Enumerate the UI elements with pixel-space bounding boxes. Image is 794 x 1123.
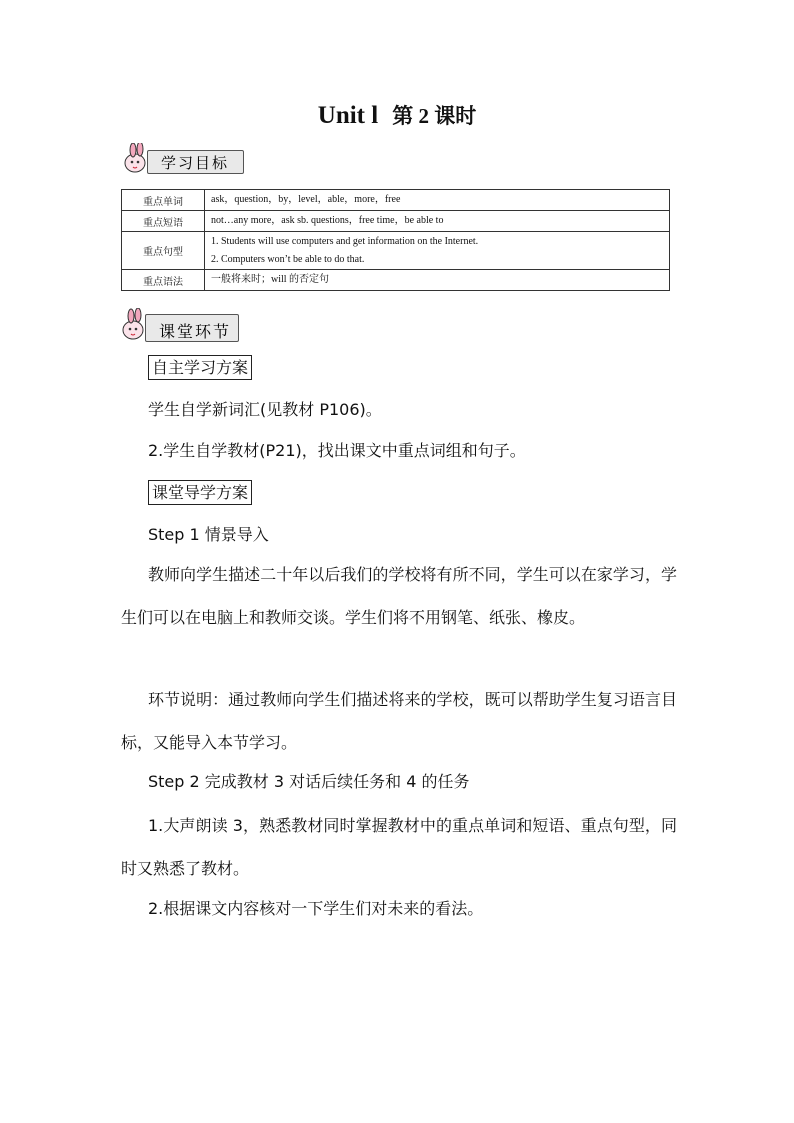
paragraph: 2.学生自学教材(P21)，找出课文中重点词组和句子。 [148, 441, 526, 460]
title-main: Unit l [317, 102, 379, 129]
self-study-heading: 自主学习方案 [148, 355, 252, 380]
rabbit-icon [119, 308, 159, 342]
step2-heading: Step 2 完成教材 3 对话后续任务和 4 的任务 [148, 772, 470, 791]
table-key: 重点单词 [122, 190, 205, 211]
goals-badge [121, 143, 244, 173]
rabbit-icon [121, 143, 161, 175]
step1-heading: Step 1 情景导入 [148, 525, 269, 544]
table-value: ask，question，by，level，able，more，free [205, 190, 670, 211]
goals-table [121, 189, 670, 291]
table-row [122, 232, 670, 270]
title-sub: 第 2 课时 [392, 104, 477, 128]
class-badge [119, 308, 239, 341]
table-key: 重点句型 [122, 232, 205, 270]
table-value [205, 232, 670, 270]
table-row [122, 270, 670, 291]
paragraph: 1.大声朗读 3，熟悉教材同时掌握教材中的重点单词和短语、重点句型，同时又熟悉了教材。 [121, 816, 677, 878]
class-guide-heading: 课堂导学方案 [148, 480, 252, 505]
table-value-line: 2. Computers won’t be able to do that. [211, 253, 365, 265]
page-title [0, 100, 794, 130]
table-row [122, 190, 670, 211]
paragraph: 环节说明：通过教师向学生们描述将来的学校，既可以帮助学生复习语言目标，又能导入本节学习。 [121, 690, 677, 752]
paragraph: 学生自学新词汇(见教材 P106)。 [148, 400, 382, 419]
table-value: 一般将来时；will 的否定句 [205, 270, 670, 291]
paragraph: 教师向学生描述二十年以后我们的学校将有所不同，学生可以在家学习，学生们可以在电脑上和教师交谈。学生们将不用钢笔、纸张、橡皮。 [121, 565, 677, 627]
class-badge-label: 课堂环节 [159, 322, 232, 341]
table-value-line: 1. Students will use computers and get information on the Internet. [211, 235, 479, 247]
table-row [122, 211, 670, 232]
table-key: 重点语法 [122, 270, 205, 291]
table-value: not…any more，ask sb. questions，free time，be able to [205, 211, 670, 232]
paragraph: 2.根据课文内容核对一下学生们对未来的看法。 [148, 899, 484, 918]
goals-badge-label: 学习目标 [161, 154, 230, 172]
table-key: 重点短语 [122, 211, 205, 232]
